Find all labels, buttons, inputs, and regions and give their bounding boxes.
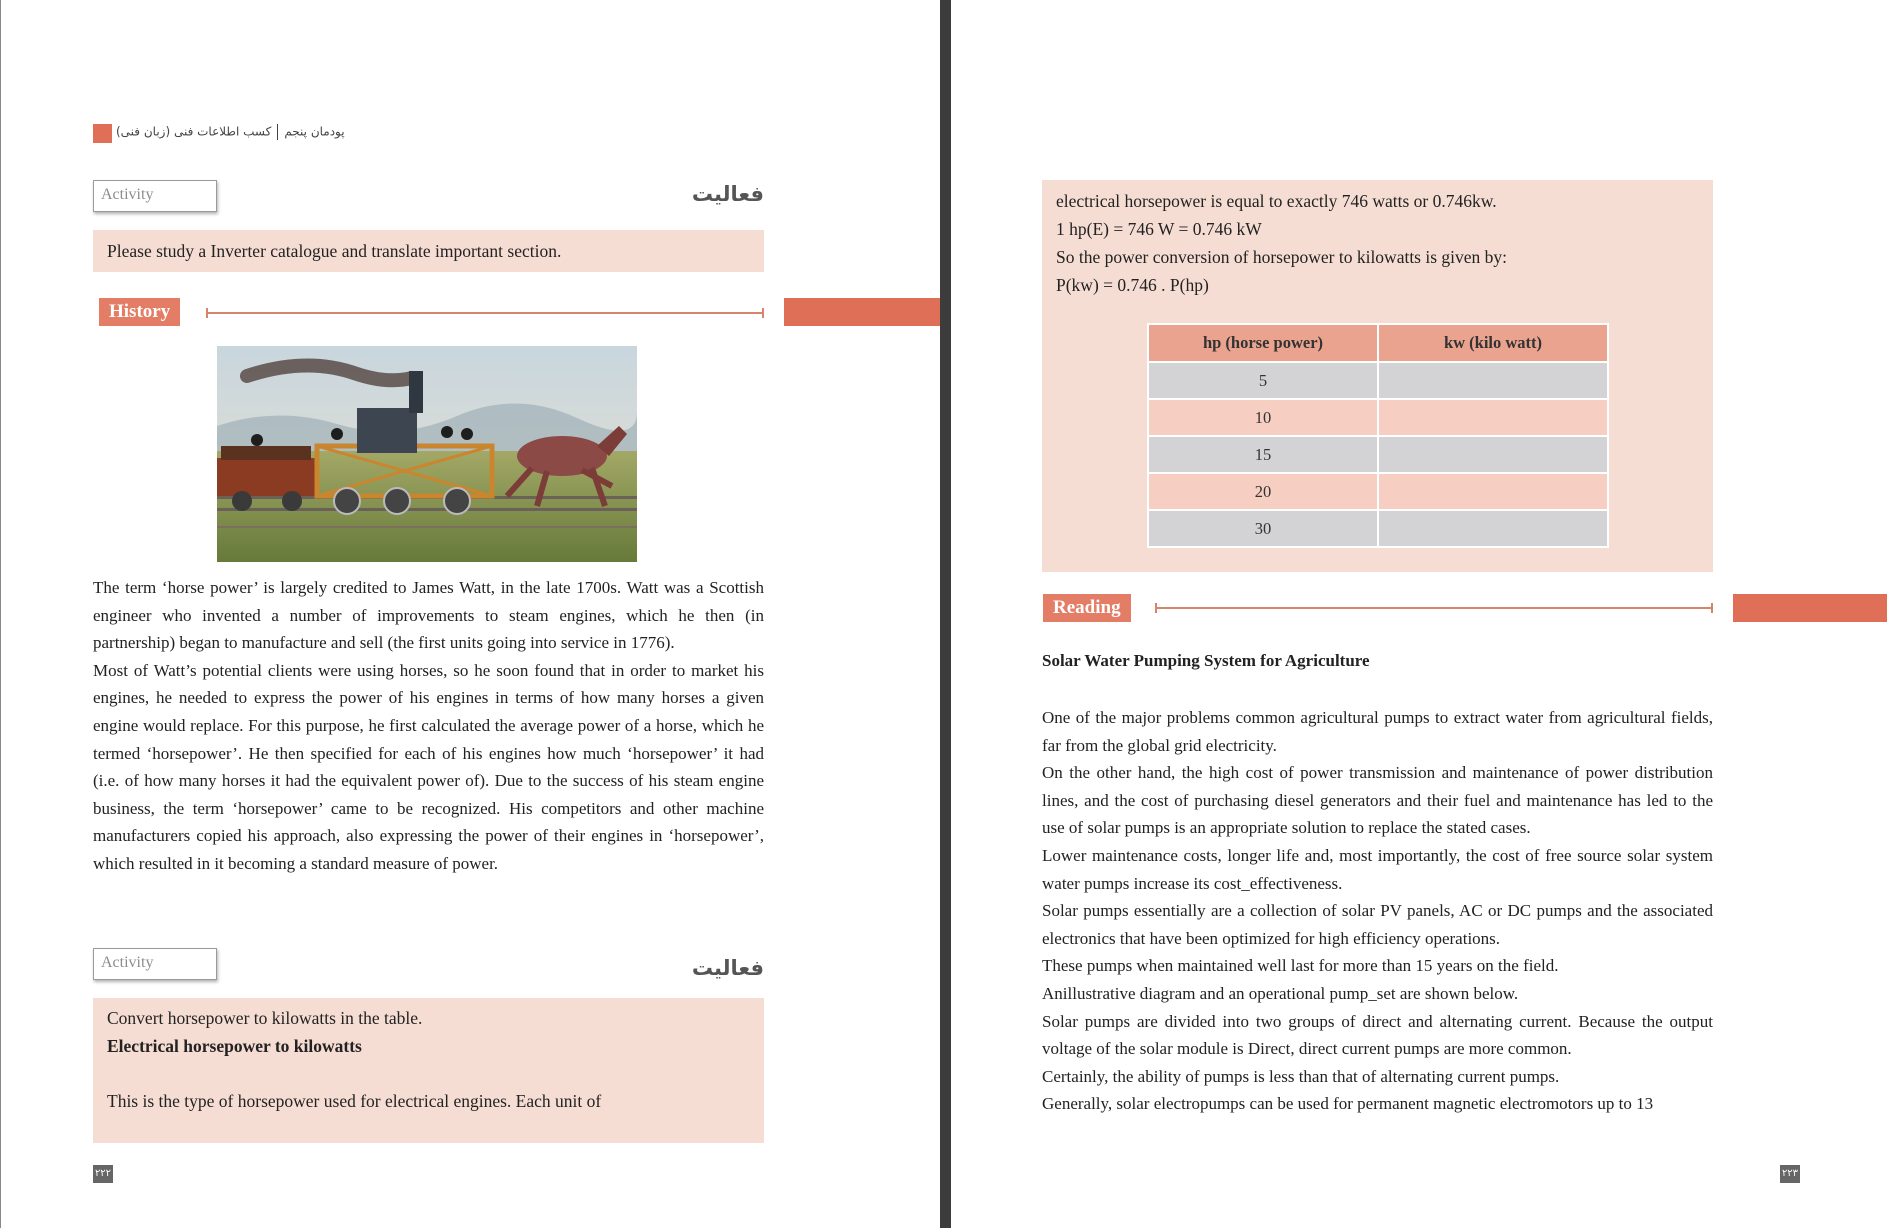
table-cell-kw[interactable] [1378,510,1608,547]
right-page [951,0,1887,1228]
table-row [1148,510,1608,547]
conversion-activity-box [93,998,764,1143]
reading-paragraph-6: Anillustrative diagram and an operational pump_set are shown below. [1042,983,1519,1003]
history-edge-bar [784,298,940,326]
reading-paragraph-3: Lower maintenance costs, longer life and, most importantly, the cost of free source solar system water pumps increase its cost_effectiveness. [1042,845,1713,893]
history-text [93,574,764,878]
table-row [1148,362,1608,399]
page-number-right: ۲۲۳ [1780,1165,1800,1183]
running-header [116,124,345,140]
activity-label-box: Activity [93,180,217,212]
conversion-body-text: This is the type of horsepower used for electrical engines. Each unit of [107,1091,602,1111]
reading-paragraph-7: Solar pumps are divided into two groups of direct and alternating current. Because the output voltage of the solar module is Direct, direct current pumps are more common. [1042,1011,1713,1059]
reading-paragraph-4: Solar pumps essentially are a collection of solar PV panels, AC or DC pumps and the associated electronics that have been optimized for high efficiency operations. [1042,901,1713,948]
history-paragraph-2: Most of Watt’s potential clients were using horses, so he soon found that in order to market his engines, he needed to express the power of his engines in terms of how many horses a given engine would replace. For this purpose, he first calculated the average power of a horse, which he termed ‘horsepower’. He then specified for each of his engines how much ‘horsepower’ it had (i.e. of how many horses it had the equivalent power of). Due to the success of his steam engine business, the term ‘horsepower’ came to be recognized. His competitors and other machine manufacturers copied his approach, also expressing the power of their engines in ‘horsepower’, which resulted in it becoming a standard measure of power. [93,660,764,873]
activity-farsi-title: فعالیت [691,182,764,206]
table-cell-kw[interactable] [1378,362,1608,399]
steam-locomotive-horse-illustration [217,346,637,562]
table-cell-hp: 5 [1148,362,1378,399]
table-cell-kw[interactable] [1378,473,1608,510]
reading-text [1042,704,1713,1118]
continuation-line-2: 1 hp(E) = 746 W = 0.746 kW [1056,219,1262,239]
history-divider-line [206,312,764,314]
illustration-svg [217,346,637,562]
header-module: پودمان پنجم [284,124,345,139]
page-number-left: ۲۲۲ [93,1165,113,1183]
activity-label-box-2: Activity [93,948,217,980]
table-cell-kw[interactable] [1378,436,1608,473]
table-header-row [1148,324,1608,362]
table-row [1148,473,1608,510]
table-row [1148,436,1608,473]
reading-title: Solar Water Pumping System for Agriculture [1042,651,1370,670]
table-cell-hp: 10 [1148,399,1378,436]
activity-farsi-title-2: فعالیت [691,956,764,980]
table-cell-hp: 20 [1148,473,1378,510]
book-gutter [940,0,951,1228]
continuation-line-3: So the power conversion of horsepower to kilowatts is given by: [1056,247,1508,267]
reading-paragraph-2: On the other hand, the high cost of power transmission and maintenance of power distribution lines, and the cost of purchasing diesel generators and their fuel and maintenance has led to the use of solar pumps is an appropriate solution to replace the stated cases. [1042,763,1713,838]
history-paragraph-1: The term ‘horse power’ is largely credited to James Watt, in the late 1700s. Watt was a Scottish engineer who invented a number of improvements to steam engines, which he then (in partnership) began to manufacture and sell (the first units going into service in 1776). [93,578,764,653]
reading-paragraph-8: Certainly, the ability of pumps is less than that of alternating current pumps. [1042,1066,1560,1086]
history-section-tag: History [99,298,180,326]
table-header-kw: kw (kilo watt) [1378,324,1608,362]
table-cell-hp: 30 [1148,510,1378,547]
activity-instruction-text: Please study a Inverter catalogue and translate important section. [107,241,562,261]
table-cell-kw[interactable] [1378,399,1608,436]
reading-divider-line [1155,607,1713,609]
hp-kw-table [1147,323,1609,548]
continuation-line-4: P(kw) = 0.746 . P(hp) [1056,275,1209,295]
reading-paragraph-1: One of the major problems common agricultural pumps to extract water from agricultural fields, far from the global grid electricity. [1042,708,1713,755]
header-subject: کسب اطلاعات فنی (زبان فنی) [116,124,272,139]
reading-section-tag: Reading [1043,594,1131,622]
table-cell-hp: 15 [1148,436,1378,473]
activity-instruction-box [93,230,764,272]
header-square-marker [93,124,112,143]
reading-edge-bar [1733,594,1887,622]
reading-paragraph-5: These pumps when maintained well last for more than 15 years on the field. [1042,956,1559,976]
conversion-subtitle: Electrical horsepower to kilowatts [107,1036,362,1056]
left-page [0,0,940,1228]
reading-paragraph-9: Generally, solar electropumps can be used for permanent magnetic electromotors up to 13 [1042,1094,1654,1114]
continuation-line-1: electrical horsepower is equal to exactly 746 watts or 0.746kw. [1056,191,1497,211]
table-row [1148,399,1608,436]
header-separator [277,124,278,140]
table-header-hp: hp (horse power) [1148,324,1378,362]
conversion-instruction: Convert horsepower to kilowatts in the table. [107,1008,423,1028]
